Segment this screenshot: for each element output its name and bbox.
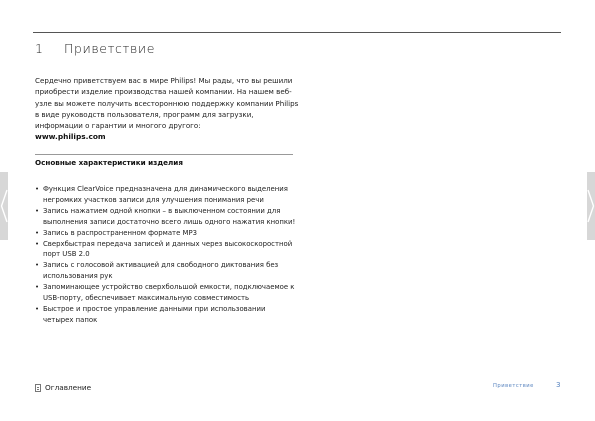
feature-item-text: Запись в распространенном формате MP3 — [43, 228, 197, 237]
feature-item-text: Функция ClearVoice предназначена для динамического выделения негромких участков записи для улучшения понимания речи — [43, 185, 288, 204]
chapter-number: 1 — [35, 41, 44, 56]
header-rule — [33, 32, 561, 33]
table-of-contents-link[interactable] — [35, 383, 91, 392]
footer-section-name: Приветствие — [493, 383, 534, 389]
bullet-marker: • — [35, 185, 40, 193]
page-number: 3 — [556, 380, 561, 389]
chapter-title: Приветствие — [64, 41, 156, 56]
section-divider — [35, 154, 293, 155]
feature-item-text: Запись с голосовой активацией для свободного диктования без использования рук — [43, 261, 279, 281]
feature-item — [35, 282, 297, 304]
next-page-tab[interactable] — [587, 172, 595, 240]
chapter-heading — [35, 41, 155, 56]
feature-item-text: Запись нажатием одной кнопки – в выключенном состоянии для выполнения записи достаточно всего лишь одного нажатия кнопки! — [43, 206, 296, 226]
features-section-title: Основные характеристики изделия — [35, 158, 183, 167]
feature-item-text: Сверхбыстрая передача записей и данных через высокоскоростной порт USB 2.0 — [43, 239, 293, 259]
previous-page-tab[interactable] — [0, 172, 8, 240]
bullet-marker: • — [35, 283, 40, 292]
bullet-marker: • — [35, 228, 40, 237]
bullet-marker: • — [35, 239, 40, 248]
chevron-left-icon — [0, 172, 8, 240]
feature-item — [35, 239, 297, 261]
intro-block — [35, 75, 300, 143]
feature-item — [35, 260, 297, 282]
document-list-icon — [35, 384, 41, 392]
chevron-right-icon — [587, 172, 595, 240]
feature-item — [35, 228, 297, 239]
bullet-marker: • — [35, 206, 40, 215]
feature-item-text: Запоминающее устройство сверхбольшой емкости, подключаемое к USB-порту, обеспечивает максимальную совместимость — [43, 283, 295, 303]
feature-item — [35, 206, 297, 228]
bullet-marker: • — [35, 261, 40, 270]
philips-website-link[interactable]: www.philips.com — [35, 132, 106, 142]
features-list — [35, 184, 297, 326]
intro-text: Сердечно приветствуем вас в мире Philips! Мы рады, что вы решили приобрести изделие производства нашей компании. На нашем веб-узле вы можете получить всестороннюю поддержку компании Philips в виде руководств пользователя, программ для загрузки, информации о гарантии и многого другого: — [35, 76, 299, 131]
feature-item — [35, 184, 297, 206]
bullet-marker: • — [35, 304, 40, 313]
toc-label: Оглавление — [45, 383, 92, 392]
feature-item — [35, 304, 297, 326]
feature-item-text: Быстрое и простое управление данными при использовании четырех папок — [43, 304, 266, 324]
